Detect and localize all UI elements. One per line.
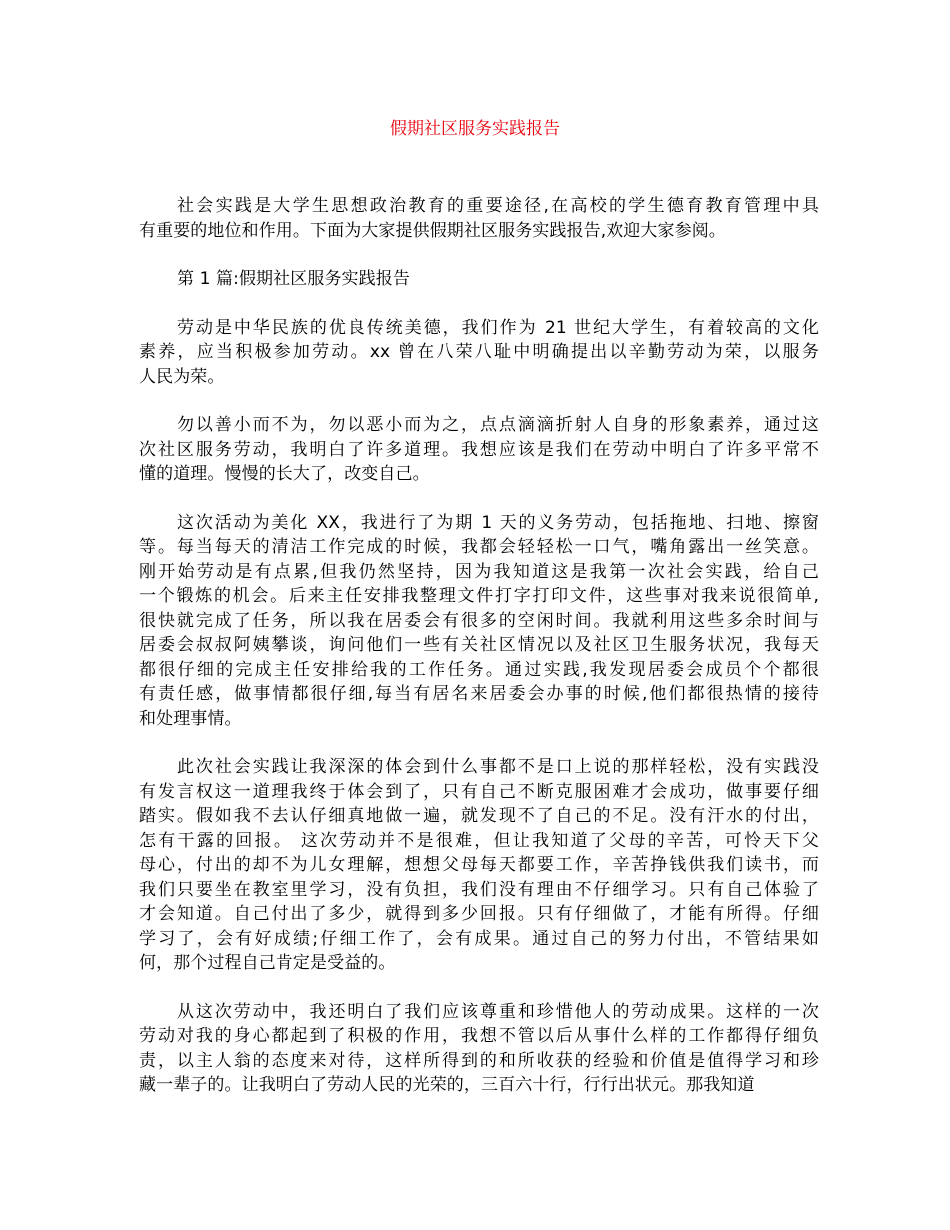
document-body [139, 194, 819, 1122]
paragraph-line: 责，以主人翁的态度来对待，这样所得到的和所收获的经验和价值是值得学习和珍 [139, 1050, 819, 1071]
paragraph-line: 劳动是中华民族的优良传统美德，我们作为 21 世纪大学生，有着较高的文化 [177, 317, 819, 338]
paragraph [139, 194, 819, 243]
paragraph-line: 第 1 篇:假期社区服务实践报告 [177, 269, 410, 289]
document-title: 假期社区服务实践报告 [390, 119, 560, 139]
paragraph-line: 踏实。假如我不去认仔细真地做一遍，就发现不了自己的不足。没有汗水的付出， [139, 806, 819, 826]
paragraph-line: 社会实践是大学生思想政治教育的重要途径,在高校的学生德育教育管理中具 [177, 196, 819, 216]
paragraph [139, 755, 819, 976]
paragraph [139, 413, 819, 487]
paragraph-line: 怎有干露的回报。 这次劳动并不是很难，但让我知道了父母的辛苦，可怜天下父 [139, 830, 819, 851]
paragraph-line: 勿以善小而不为，勿以恶小而为之，点点滴滴折射人自身的形象素养，通过这 [177, 415, 819, 435]
paragraph [139, 316, 819, 390]
paragraph [139, 267, 819, 292]
paragraph-line: 有责任感，做事情都很仔细,每当有居名来居委会办事的时候,他们都很热情的接待 [139, 684, 819, 704]
paragraph-line: 懂的道理。慢慢的长大了，改变自己。 [139, 464, 430, 484]
paragraph-line: 有重要的地位和作用。下面为大家提供假期社区服务实践报告,欢迎大家参阅。 [139, 220, 726, 241]
paragraph-line: 何，那个过程自己肯定是受益的。 [139, 953, 396, 973]
paragraph-line: 都很仔细的完成主任安排给我的工作任务。通过实践,我发现居委会成员个个都很 [139, 659, 819, 680]
paragraph [139, 511, 819, 732]
paragraph-line: 很快就完成了任务，所以我在居委会有很多的空闲时间。我就利用这些多余时间与 [139, 610, 819, 631]
paragraph-line: 藏一辈子的。让我明白了劳动人民的光荣的，三百六十行，行行出状元。那我知道 [139, 1075, 755, 1095]
paragraph-line: 有发言权这一道理我终于体会到了，只有自己不断克服困难才会成功，做事要仔细 [139, 781, 819, 802]
paragraph-line: 学习了，会有好成绩;仔细工作了，会有成果。通过自己的努力付出，不管结果如 [139, 928, 819, 949]
paragraph-line: 此次社会实践让我深深的体会到什么事都不是口上说的那样轻松，没有实践没 [177, 757, 819, 777]
paragraph-line: 人民为荣。 [139, 366, 225, 387]
paragraph-line: 等。每当每天的清洁工作完成的时候，我都会轻轻松一口气，嘴角露出一丝笑意。 [139, 537, 819, 557]
paragraph-line: 和处理事情。 [139, 708, 242, 729]
paragraph-line: 我们只要坐在教室里学习，没有负担，我们没有理由不仔细学习。只有自己体验了 [139, 879, 819, 900]
paragraph-line: 素养，应当积极参加劳动。xx 曾在八荣八耻中明确提出以辛勤劳动为荣，以服务 [139, 342, 819, 362]
paragraph-line: 劳动对我的身心都起到了积极的作用，我想不管以后从事什么样的工作都得仔细负 [139, 1026, 819, 1046]
paragraph-line: 这次活动为美化 XX，我进行了为期 1 天的义务劳动，包括拖地、扫地、擦窗 [177, 512, 819, 533]
paragraph [139, 1000, 819, 1098]
paragraph-line: 居委会叔叔阿姨攀谈，询问他们一些有关社区情况以及社区卫生服务状况，我每天 [139, 635, 819, 655]
paragraph-line: 母心，付出的却不为儿女理解，想想父母每天都要工作，辛苦挣钱供我们读书，而 [139, 855, 819, 875]
paragraph-line: 才会知道。自己付出了多少，就得到多少回报。只有仔细做了，才能有所得。仔细 [139, 904, 819, 924]
paragraph-line: 一个锻炼的机会。后来主任安排我整理文件打字打印文件，这些事对我来说很简单, [139, 586, 819, 606]
paragraph-line: 刚开始劳动是有点累,但我仍然坚持，因为我知道这是我第一次社会实践，给自己 [139, 561, 819, 582]
paragraph-line: 从这次劳动中，我还明白了我们应该尊重和珍惜他人的劳动成果。这样的一次 [177, 1001, 819, 1022]
paragraph-line: 次社区服务劳动，我明白了许多道理。我想应该是我们在劳动中明白了许多平常不 [139, 439, 819, 460]
